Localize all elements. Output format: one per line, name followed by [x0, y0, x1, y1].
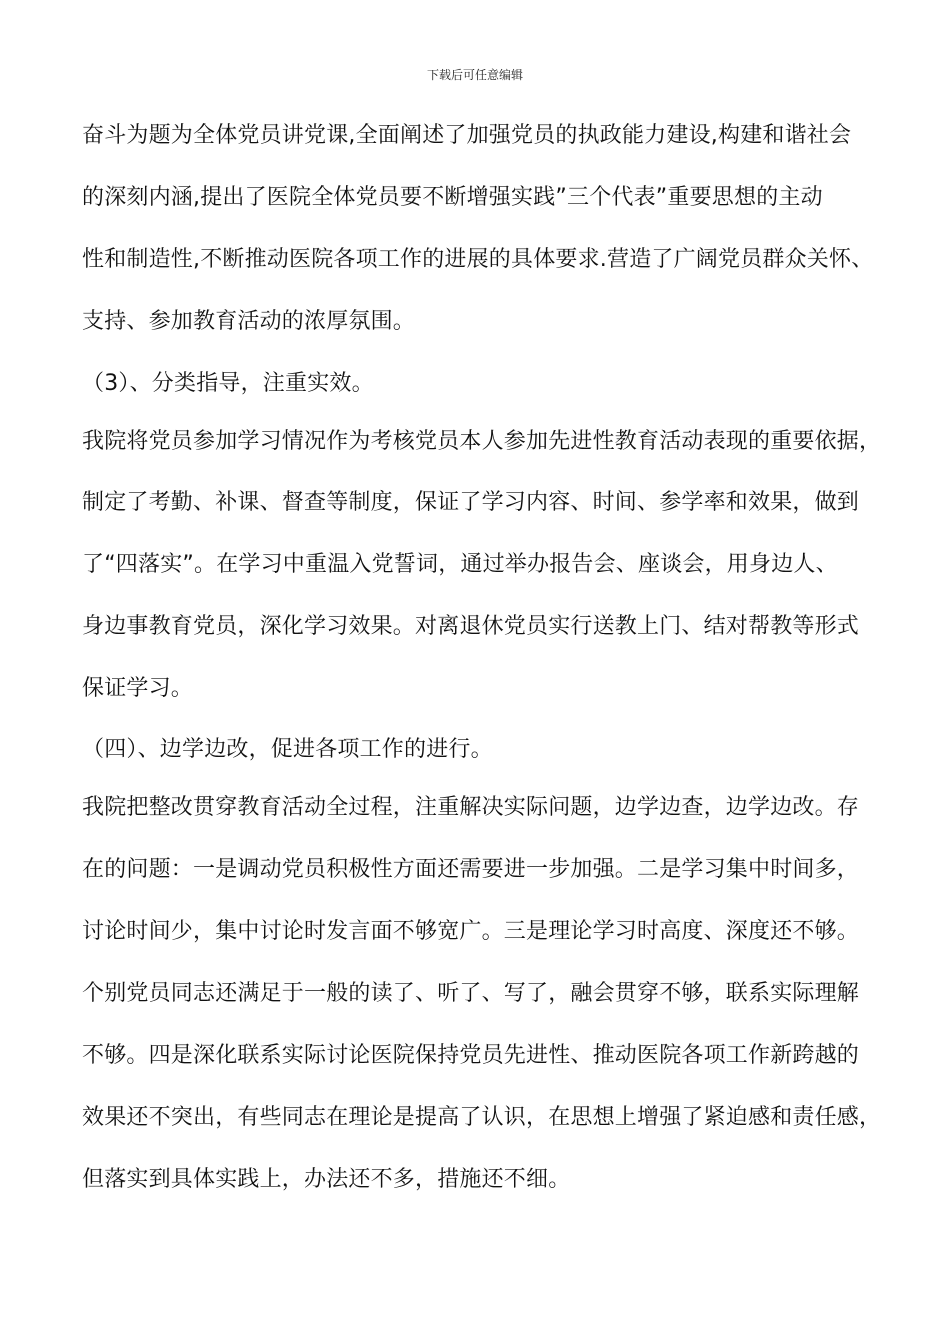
body-text-line: 我院将党员参加学习情况作为考核党员本人参加先进性教育活动表现的重要依据， [82, 429, 882, 454]
body-text-line: 我院把整改贯穿教育活动全过程，注重解决实际问题，边学边查，边学边改。存 [82, 795, 860, 820]
body-text-line: 了“四落实”。在学习中重温入党誓词，通过举办报告会、座谈会，用身边人、 [82, 552, 838, 577]
body-text-line: 但落实到具体实践上，办法还不多，措施还不细。 [82, 1167, 571, 1192]
body-text-line: 个别党员同志还满足于一般的读了、听了、写了，融会贯穿不够，联系实际理解 [82, 981, 860, 1006]
body-text-line: 性和制造性,不断推动医院各项工作的进展的具体要求.营造了广阔党员群众关怀、 [82, 247, 874, 272]
body-text-line: 效果还不突出，有些同志在理论是提高了认识，在思想上增强了紧迫感和责任感， [82, 1105, 882, 1130]
body-text-line: 保证学习。 [82, 676, 194, 701]
body-text-line: 在的问题：一是调动党员积极性方面还需要进一步加强。二是学习集中时间多， [82, 857, 860, 882]
body-text-line: 支持、参加教育活动的浓厚氛围。 [82, 309, 416, 334]
body-text-line: 的深刻内涵,提出了医院全体党员要不断增强实践”三个代表”重要思想的主动 [82, 185, 823, 210]
section-heading: （四）、边学边改，促进各项工作的进行。 [82, 737, 493, 762]
body-text-line: 制定了考勤、补课、督查等制度，保证了学习内容、时间、参学率和效果，做到 [82, 490, 860, 515]
body-text-line: 讨论时间少，集中讨论时发言面不够宽广。三是理论学习时高度、深度还不够。 [82, 919, 860, 944]
body-text-line: 奋斗为题为全体党员讲党课,全面阐述了加强党员的执政能力建设,构建和谐社会 [82, 123, 852, 148]
page-header: 下载后可任意编辑 [426, 68, 523, 82]
section-heading: （3）、分类指导，注重实效。 [82, 371, 374, 396]
body-text-line: 身边事教育党员，深化学习效果。对离退休党员实行送教上门、结对帮教等形式 [82, 614, 860, 639]
body-text-line: 不够。四是深化联系实际讨论医院保持党员先进性、推动医院各项工作新跨越的 [82, 1043, 860, 1068]
